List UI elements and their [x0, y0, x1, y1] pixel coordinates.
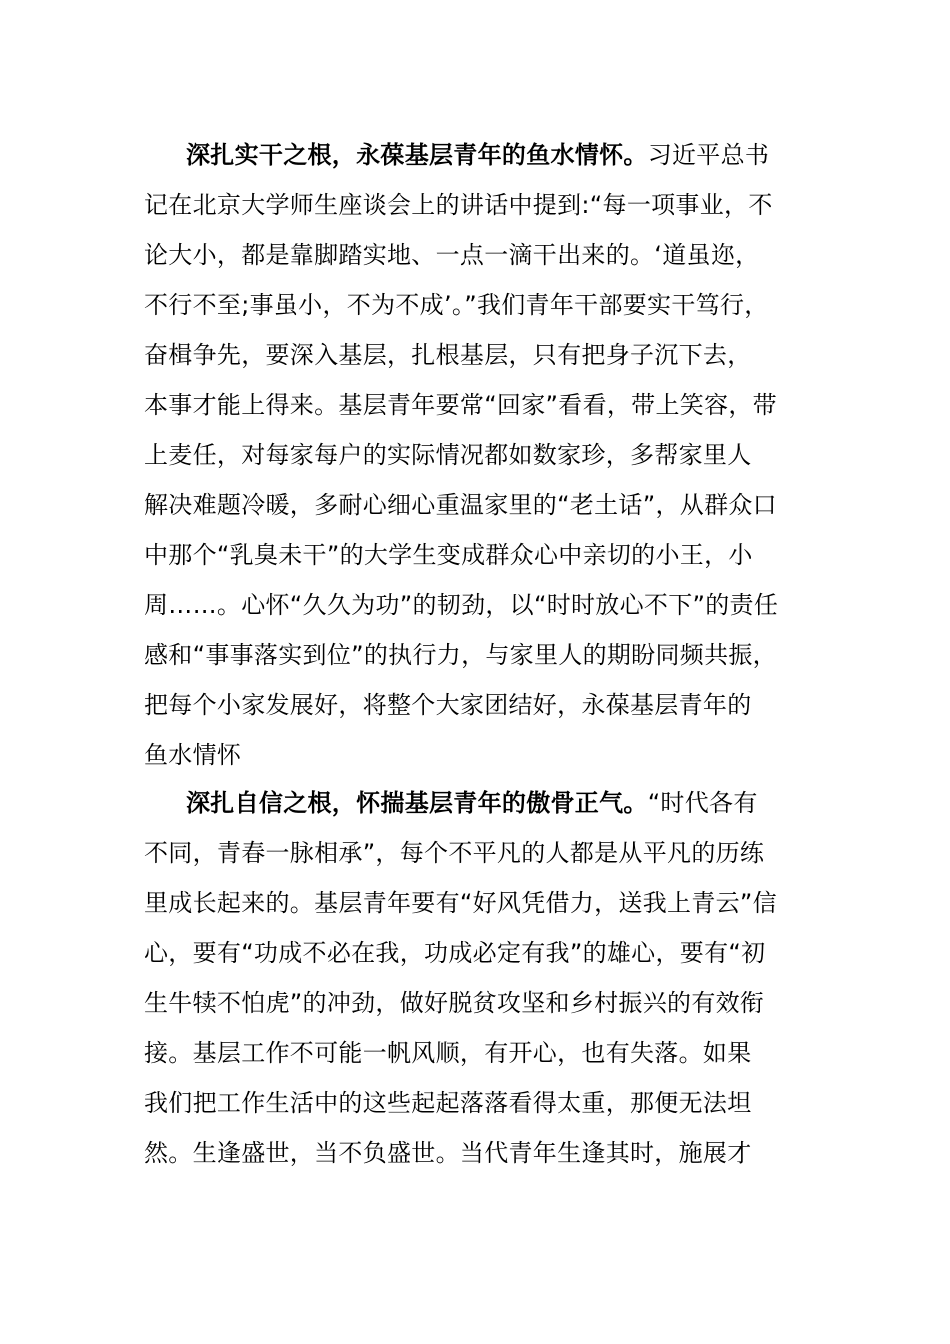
- paragraph-1-line: 记在北京大学师生座谈会上的讲话中提到:“每一项事业，不: [144, 191, 773, 219]
- paragraph-2-lead: 深扎自信之根，怀揣基层青年的傲骨正气。: [186, 789, 648, 817]
- paragraph-1-line: 本事才能上得来。基层青年要常“回家”看看，带上笑容，带: [144, 391, 777, 419]
- paragraph-2-line: 里成长起来的。基层青年要有“好风凭借力，送我上青云”信: [144, 889, 777, 917]
- paragraph-1-line: 解决难题冷暖，多耐心细心重温家里的“老土话”，从群众口: [144, 491, 777, 519]
- paragraph-1-line-1: [144, 130, 814, 180]
- paragraph-1: [144, 130, 814, 780]
- paragraph-2-line: 我们把工作生活中的这些起起落落看得太重，那便无法坦: [144, 1089, 752, 1117]
- paragraph-2: [144, 778, 814, 1178]
- paragraph-1-line: 论大小，都是靠脚踏实地、一点一滴干出来的。‘道虽迩，: [144, 241, 760, 269]
- paragraph-1-line: 奋楫争先，要深入基层，扎根基层，只有把身子沉下去，: [144, 341, 752, 369]
- paragraph-1-line: 不行不至;事虽小，不为不成’。”我们青年干部要实干笃行，: [144, 291, 769, 319]
- paragraph-1-first-line-rest: 习近平总书: [647, 141, 770, 169]
- paragraph-1-line: 周……。心怀“久久为功”的韧劲，以“时时放心不下”的责任: [144, 591, 779, 619]
- paragraph-2-line: 生牛犊不怕虎”的冲劲，做好脱贫攻坚和乡村振兴的有效衔: [144, 989, 765, 1017]
- paragraph-1-line: 鱼水情怀: [144, 741, 242, 769]
- paragraph-2-first-line-rest: “时代各有: [647, 789, 758, 817]
- paragraph-1-line: 中那个“乳臭未干”的大学生变成群众心中亲切的小王，小: [144, 541, 753, 569]
- paragraph-1-line: 上麦任，对每家每户的实际情况都如数家珍，多帮家里人: [144, 441, 752, 469]
- paragraph-2-line: 然。生逢盛世，当不负盛世。当代青年生逢其时，施展才: [144, 1139, 752, 1167]
- paragraph-2-line-1: [144, 778, 814, 828]
- paragraph-1-line: 把每个小家发展好，将整个大家团结好，永葆基层青年的: [144, 691, 752, 719]
- paragraph-2-line: 不同，青春一脉相承”，每个不平凡的人都是从平凡的历练: [144, 839, 765, 867]
- paragraph-2-line: 接。基层工作不可能一帆风顺，有开心，也有失落。如果: [144, 1039, 752, 1067]
- paragraph-1-line: 感和“事事落实到位”的执行力，与家里人的期盼同频共振，: [144, 641, 777, 669]
- paragraph-1-lead: 深扎实干之根，永葆基层青年的鱼水情怀。: [186, 141, 648, 169]
- paragraph-2-line: 心，要有“功成不必在我，功成必定有我”的雄心，要有“初: [144, 939, 766, 967]
